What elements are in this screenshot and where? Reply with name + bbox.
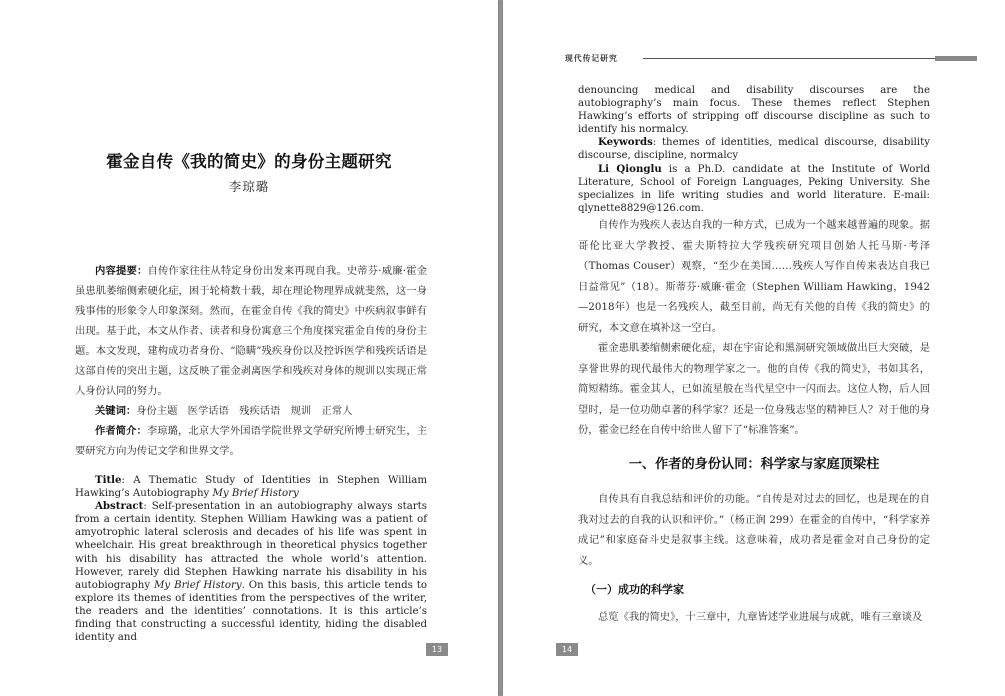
header-rule [643, 58, 935, 59]
en-abstract-label: Abstract [95, 500, 144, 513]
running-header [565, 52, 977, 66]
body-paragraph-4: 总览《我的简史》，十三章中，九章皆述学业进展与成就，唯有三章谈及 [598, 611, 923, 623]
author-intro-text: 李琼璐，北京大学外国语学院世界文学研究所博士研究生，主要研究方向为传记文学和世界文学。 [75, 425, 428, 457]
abstract-zh [75, 261, 427, 461]
section-body [578, 489, 930, 571]
en-keywords-text: : themes of identities, medical discourse, disability discourse, discipline, normalcy [578, 137, 930, 162]
en-title-paragraph [75, 474, 427, 500]
subsection-body [578, 607, 930, 628]
body-paragraph-3: 自传具有自我总结和评价的功能。“自传是对过去的回忆，也是现在的自我对过去的自我的认识和评价。”（杨正润 299）在霍金的自传中，“科学家养成记”和家庭奋斗史是叙事主线。这意味着，成功者是霍金对自己身份的定义。 [578, 493, 930, 567]
header-bar [935, 56, 977, 61]
keywords-paragraph [75, 401, 427, 421]
abstract-label: 内容提要： [95, 265, 148, 277]
abstract-en-continued [578, 84, 930, 215]
en-keywords-label: Keywords [598, 136, 653, 149]
section-heading: 一、作者的身份认同：科学家与家庭顶梁柱 [628, 457, 880, 472]
en-keywords-paragraph [578, 136, 930, 162]
abstract-text: 自传作家往往从特定身份出发来再现自我。史蒂芬·威廉·霍金虽患肌萎缩侧索硬化症，困于轮椅数十载，却在理论物理界成就斐然，这一身残事伟的形象令人印象深刻。然而，在霍金自传《我的简史》中疾病叙事鲜有出现。基于此，本文从作者、读者和身份寓意三个角度探究霍金自传的身份主题。本文发现，建构成功者身份、“隐瞒”残疾身份以及控诉医学和残疾话语是这部自传的突出主题，这反映了霍金剥离医学和残疾对身体的规训以实现正常人身份认同的努力。 [75, 265, 428, 397]
left-page [0, 0, 498, 696]
keywords-label: 关键词： [95, 405, 137, 417]
en-title-label: Title [95, 474, 122, 486]
en-author-name: Li Qionglu [598, 162, 662, 175]
en-continued-paragraph: denouncing medical and disability discourses are the autobiography’s main focus. These themes reflect Stephen Hawking’s efforts of stripping off discourse discipline as such to identify his normalcy. [578, 85, 930, 136]
en-title-italic: My Brief History [212, 488, 299, 500]
en-author-text: is a Ph.D. candidate at the Institute of World Literature, School of Foreign Languages, Peking University. She specializes in life writing studies and world literature. E-mail: qlynette8829@126.com. [578, 163, 930, 214]
article-title: 霍金自传《我的简史》的身份主题研究 [106, 152, 392, 171]
en-abstract-text-2: . On this basis, this article tends to explore its themes of identities from the perspectives of the writer, the readers and the identities’ connotations. It is this article’s finding that constructing a successful identity, hiding the disabled identity and [75, 579, 427, 644]
en-abstract-paragraph [75, 500, 427, 644]
body-paragraph-2: 霍金患肌萎缩侧索硬化症，却在宇宙论和黑洞研究领域做出巨大突破，是享誉世界的现代最伟大的物理学家之一。他的自传《我的简史》，书如其名，简短精练。霍金其人，已如流星般在当代星空中一闪而去。这位人物，后人回望时，是一位功勋卓著的科学家？还是一位身残志坚的精神巨人？对于他的身份，霍金已经在自传中给世人留下了“标准答案”。 [578, 342, 930, 436]
running-header-label: 现代传记研究 [565, 54, 618, 63]
right-page [503, 0, 1005, 696]
abstract-en [75, 474, 427, 644]
author-intro-label: 作者简介： [95, 425, 147, 437]
en-author-paragraph [578, 163, 930, 215]
page-number-right: 14 [556, 643, 578, 656]
article-author: 李琼璐 [228, 179, 270, 194]
en-title-text: : A Thematic Study of Identities in Stephen William Hawking’s Autobiography [75, 475, 427, 500]
body-paragraph-1: 自传作为残疾人表达自我的一种方式，已成为一个越来越普遍的现象。据哥伦比亚大学教授、霍夫斯特拉大学残疾研究项目创始人托马斯·考泽（Thomas Couser）观察，“至少在美国……残疾人写作自传来表达自我已日益常见”（18）。斯蒂芬·威廉·霍金（Stephen William Hawking，1942—2018年）也是一名残疾人，截至目前，尚无有关他的自传《我的简史》的研究，本文意在填补这一空白。 [578, 219, 930, 334]
body-intro [578, 215, 930, 441]
en-abstract-text-1: : Self-presentation in an autobiography always starts from a certain identity. Stephen William Hawking was a patient of amyotrophic lateral sclerosis and decades of his life was spent in wheelchair. His great breakthrough in theoretical physics together with his disability has attracted the whole world’s attention. However, rarely did Stephen Hawking narrate his disability in his autobiography [75, 501, 427, 591]
en-abstract-italic: My Brief History [154, 579, 242, 591]
author-intro-paragraph [75, 421, 427, 461]
sub-heading: （一）成功的科学家 [585, 583, 684, 596]
abstract-paragraph [75, 261, 427, 401]
keywords-text: 身份主题 医学话语 残疾话语 规训 正常人 [136, 405, 353, 417]
page-number-left: 13 [426, 643, 448, 656]
